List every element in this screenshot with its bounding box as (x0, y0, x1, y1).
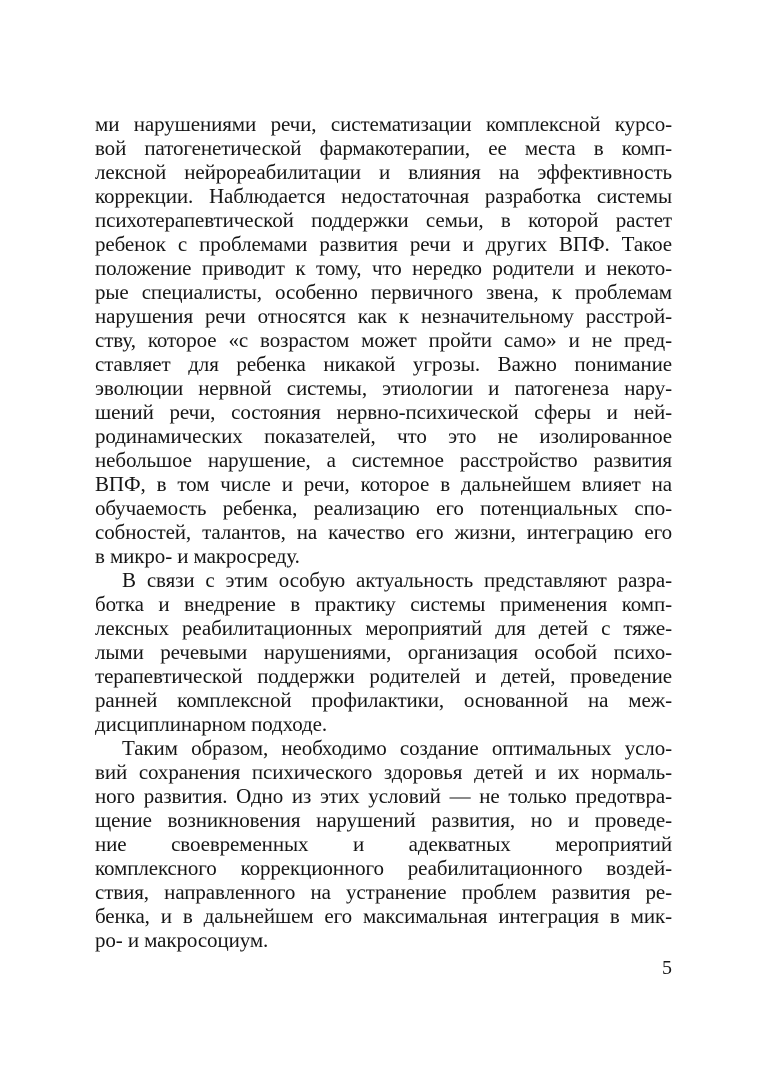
text-line: дисциплинарном подходе. (95, 712, 327, 736)
text-line: лексных реабилитационных мероприятий для детей с тяже- (95, 616, 672, 640)
text-line: бенка, и в дальнейшем его максимальная интеграция в мик- (95, 904, 672, 928)
paragraph (95, 736, 672, 952)
text-line: родинамических показателей, что это не изолированное (95, 424, 672, 448)
text-line: ству, которое «с возрастом может пройти само» и не пред- (95, 328, 672, 352)
text-line: ми нарушениями речи, систематизации комплексной курсо- (95, 112, 672, 136)
text-line: собностей, талантов, на качество его жизни, интеграцию его (95, 520, 672, 544)
text-line: лексной нейрореабилитации и влияния на эффективность (95, 160, 672, 184)
text-line: ранней комплексной профилактики, основанной на меж- (95, 688, 672, 712)
text-line: щение возникновения нарушений развития, но и проведе- (95, 808, 672, 832)
text-line: ро- и макросоциум. (95, 928, 269, 952)
text-line: ВПФ, в том числе и речи, которое в дальнейшем влияет на (95, 472, 672, 496)
text-line: вий сохранения психического здоровья детей и их нормаль- (95, 760, 672, 784)
text-line: психотерапевтической поддержки семьи, в которой растет (95, 208, 672, 232)
text-line: ного развития. Одно из этих условий — не только предотвра- (95, 784, 672, 808)
text-line: рые специалисты, особенно первичного звена, к проблемам (95, 280, 672, 304)
text-line: нарушения речи относятся как к незначительному расстрой- (95, 304, 672, 328)
text-line: шений речи, состояния нервно-психической сферы и ней- (95, 400, 672, 424)
page-number: 5 (662, 957, 672, 979)
text-line: В связи с этим особую актуальность представляют разра- (122, 568, 672, 592)
text-line: Таким образом, необходимо создание оптимальных усло- (122, 736, 672, 760)
text-line: ставляет для ребенка никакой угрозы. Важно понимание (95, 352, 672, 376)
text-line: небольшое нарушение, а системное расстройство развития (95, 448, 672, 472)
text-line: эволюции нервной системы, этиологии и патогенеза нару- (95, 376, 672, 400)
text-line: лыми речевыми нарушениями, организация особой психо- (95, 640, 672, 664)
paragraph (95, 568, 672, 736)
text-line: ствия, направленного на устранение проблем развития ре- (95, 880, 672, 904)
text-line: ботка и внедрение в практику системы применения комп- (95, 592, 672, 616)
text-line: комплексного коррекционного реабилитационного воздей- (95, 856, 672, 880)
text-line: обучаемость ребенка, реализацию его потенциальных спо- (95, 496, 672, 520)
text-line: ребенок с проблемами развития речи и других ВПФ. Такое (95, 232, 672, 256)
text-line: терапевтической поддержки родителей и детей, проведение (95, 664, 672, 688)
text-line: положение приводит к тому, что нередко родители и некото- (95, 256, 672, 280)
text-line: коррекции. Наблюдается недостаточная разработка системы (95, 184, 672, 208)
text-line: в микро- и макросреду. (95, 544, 300, 568)
text-block (95, 112, 672, 952)
text-line: ние своевременных и адекватных мероприятий (95, 832, 672, 856)
paragraph (95, 112, 672, 568)
text-line: вой патогенетической фармакотерапии, ее места в комп- (95, 136, 672, 160)
